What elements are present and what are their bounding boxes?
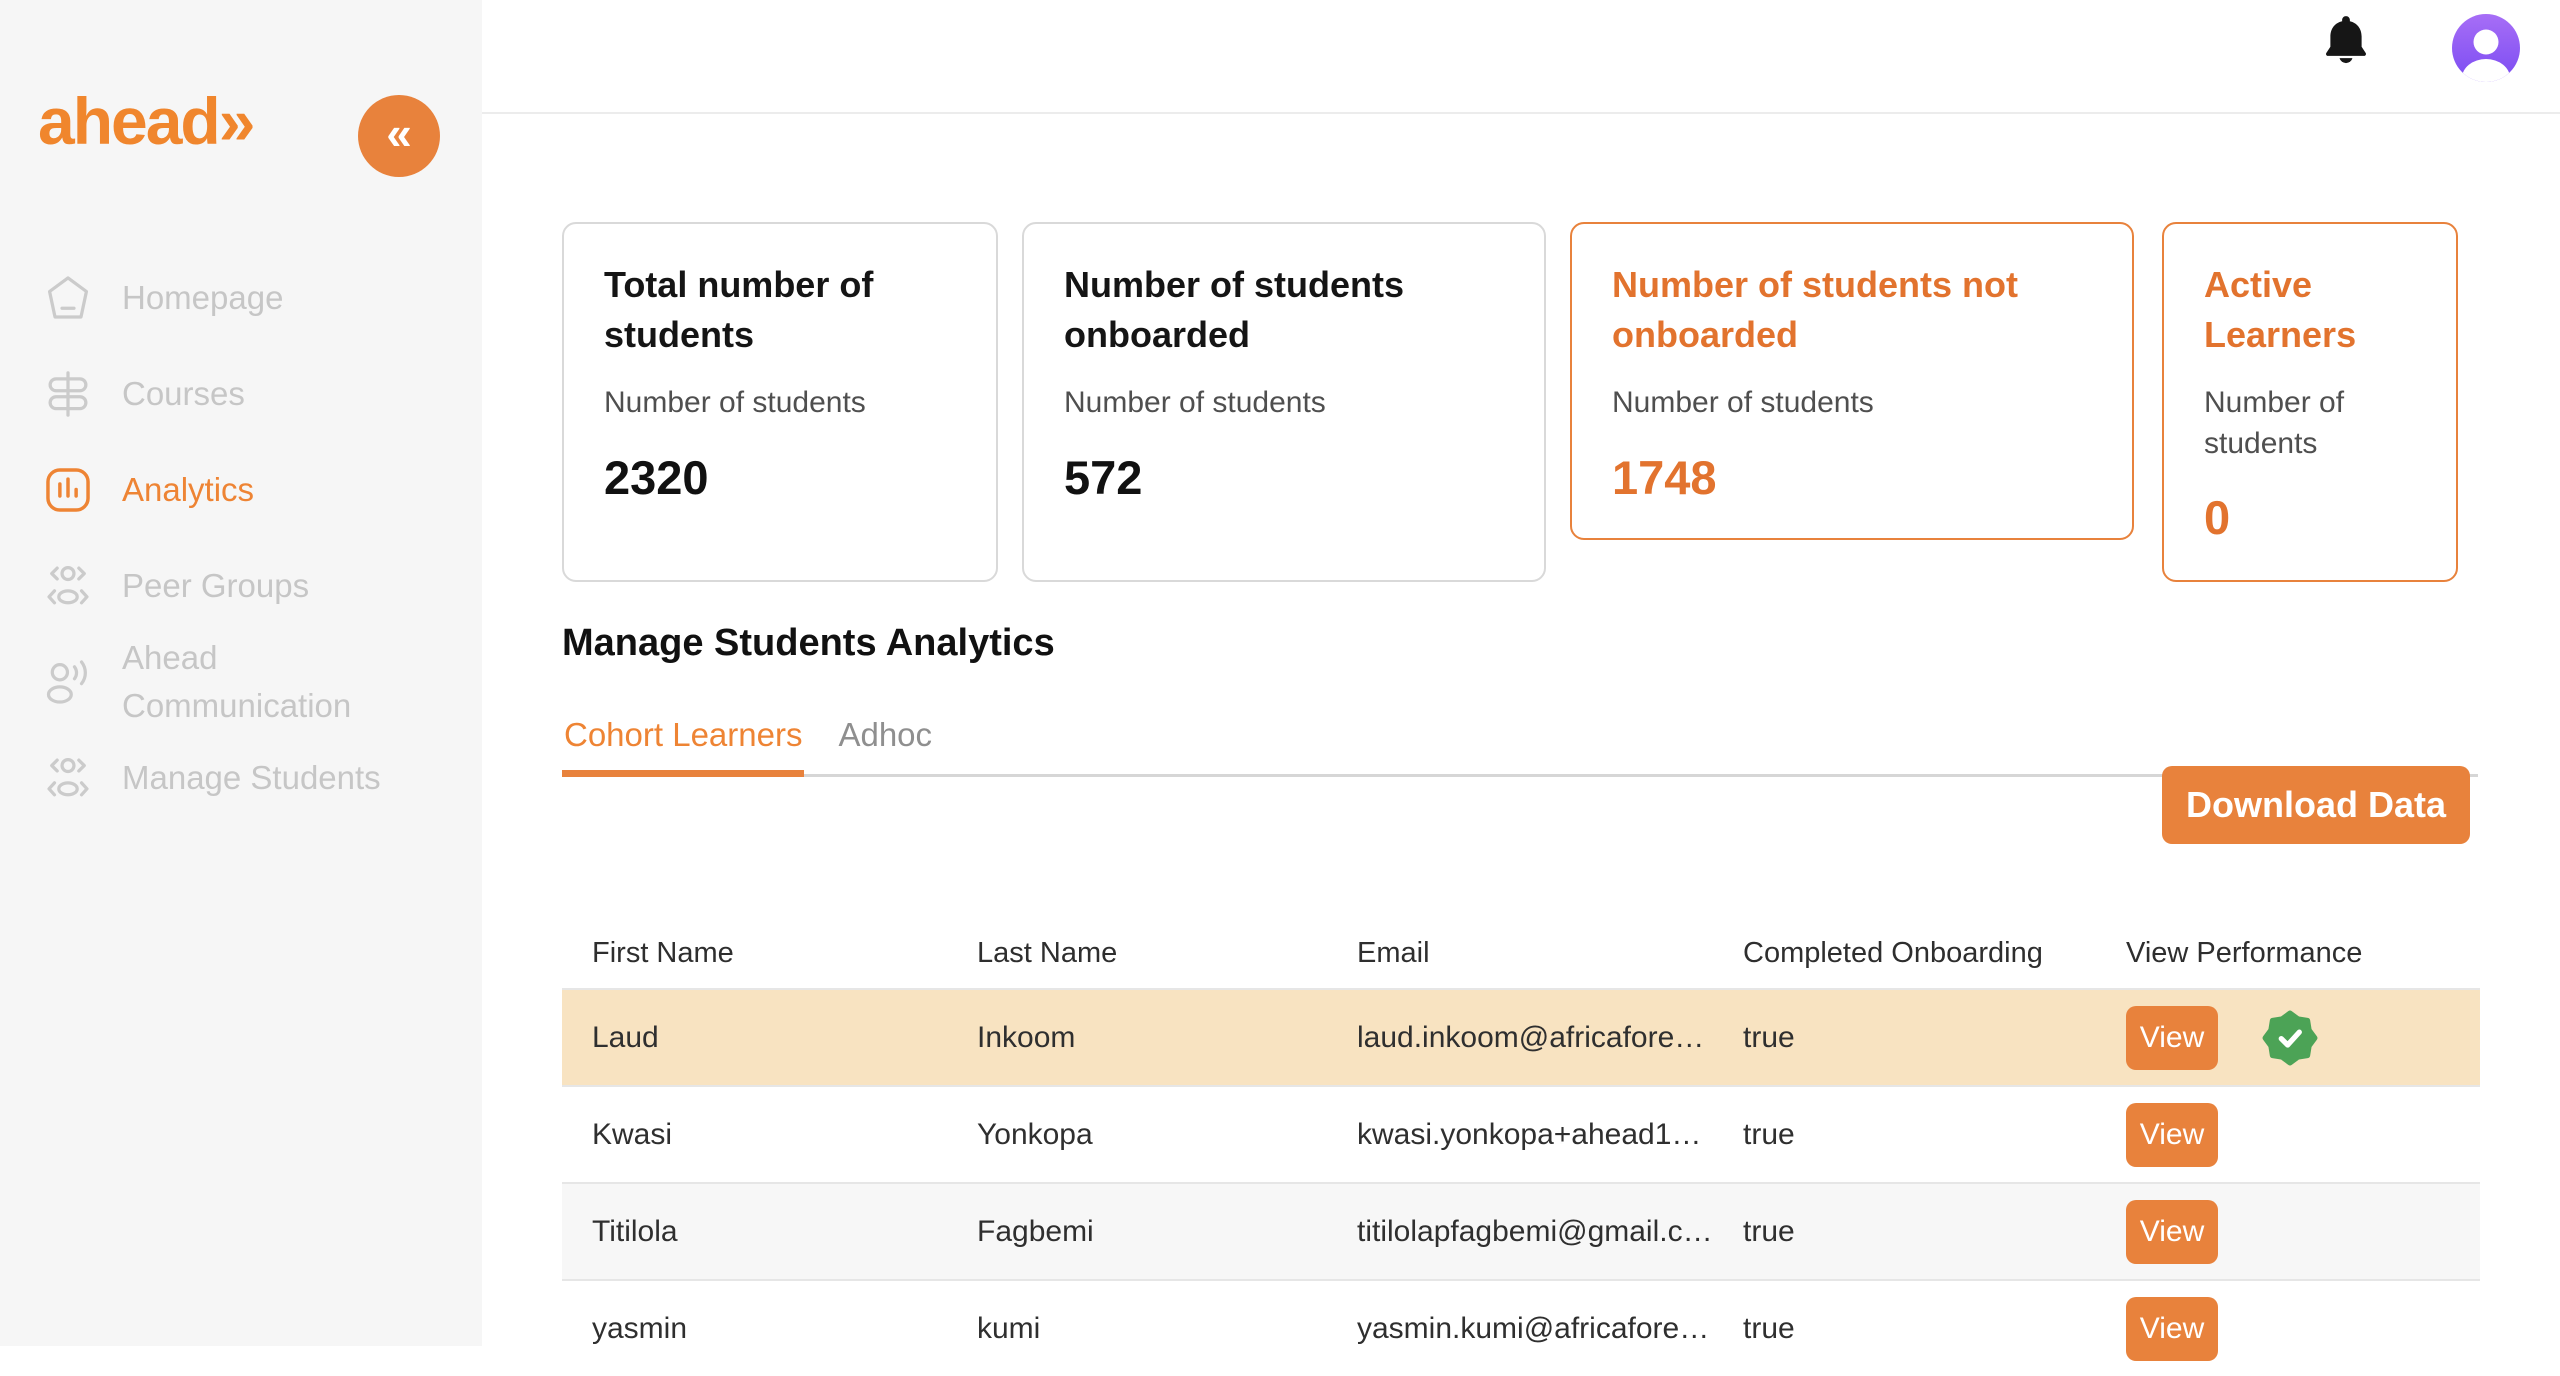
column-header: View Performance [2126, 936, 2363, 969]
sidebar-item-label: Manage Students [122, 759, 381, 797]
first-name-cell: Laud [592, 1020, 659, 1054]
table-body [562, 988, 2480, 1376]
communication-icon [42, 656, 94, 708]
stat-card [1022, 222, 1546, 582]
stat-card [562, 222, 998, 582]
view-performance-cell [2096, 1103, 2480, 1167]
last-name-cell: kumi [977, 1311, 1041, 1345]
stat-card-value: 2320 [604, 450, 709, 504]
sidebar-item-homepage[interactable] [0, 250, 482, 346]
stat-card [2162, 222, 2458, 582]
email-cell: yasmin.kumi@africafore… [1357, 1311, 1710, 1345]
email-cell: titilolapfagbemi@gmail.c… [1357, 1214, 1713, 1248]
topbar [482, 0, 2560, 114]
view-button[interactable]: View [2126, 1200, 2218, 1264]
sidebar-item-label: Analytics [122, 471, 255, 509]
email-cell: laud.inkoom@africafore… [1357, 1020, 1705, 1054]
column-header: Email [1357, 936, 1430, 969]
column-header: First Name [592, 936, 734, 969]
sidebar-nav [0, 250, 482, 826]
stat-card [1570, 222, 2134, 540]
home-icon [42, 272, 94, 324]
analytics-icon [42, 464, 94, 516]
tab-adhoc[interactable]: Adhoc [836, 710, 934, 774]
students-icon [42, 752, 94, 804]
column-header: Last Name [977, 936, 1118, 969]
avatar-icon [2452, 14, 2520, 82]
view-button[interactable]: View [2126, 1297, 2218, 1361]
completed-onboarding-cell: true [1743, 1020, 1795, 1054]
completed-onboarding-cell: true [1743, 1311, 1795, 1345]
sidebar-item-label: Peer Groups [122, 567, 310, 605]
stat-card-subtitle: Number of students [604, 386, 866, 420]
peer-groups-icon [42, 560, 94, 612]
stat-card-title: Number of students onboarded [1064, 264, 1405, 355]
sidebar-item-ahead-communication[interactable] [0, 634, 482, 730]
sidebar-item-label: Ahead Communication [122, 639, 352, 724]
view-button[interactable]: View [2126, 1103, 2218, 1167]
stat-cards [562, 222, 2458, 582]
sidebar-item-peer-groups[interactable] [0, 538, 482, 634]
view-performance-cell [2096, 1297, 2480, 1361]
first-name-cell: Kwasi [592, 1117, 673, 1151]
sidebar-item-manage-students[interactable] [0, 730, 482, 826]
last-name-cell: Fagbemi [977, 1214, 1094, 1248]
collapse-chevrons-icon: « [386, 107, 412, 159]
brand-logo: ahead» [38, 84, 254, 158]
table-header-row [562, 918, 2480, 988]
sidebar [0, 0, 482, 1346]
stat-card-subtitle: Number of students [2204, 386, 2345, 460]
table-row [562, 1085, 2480, 1182]
column-header: Completed Onboarding [1743, 936, 2043, 969]
user-avatar[interactable] [2452, 14, 2520, 82]
first-name-cell: Titilola [592, 1214, 678, 1248]
sidebar-item-analytics[interactable] [0, 442, 482, 538]
stat-card-value: 572 [1064, 450, 1143, 504]
stat-card-title: Number of students not onboarded [1612, 264, 2018, 355]
view-performance-cell [2096, 1006, 2480, 1070]
table-row [562, 988, 2480, 1085]
last-name-cell: Yonkopa [977, 1117, 1093, 1151]
courses-icon [42, 368, 94, 420]
email-cell: kwasi.yonkopa+ahead1… [1357, 1117, 1702, 1151]
table-row [562, 1279, 2480, 1376]
table-row [562, 1182, 2480, 1279]
sidebar-item-label: Courses [122, 375, 245, 413]
completed-onboarding-cell: true [1743, 1214, 1795, 1248]
stat-card-value: 0 [2204, 491, 2231, 545]
stat-card-title: Active Learners [2204, 264, 2357, 355]
view-performance-cell [2096, 1200, 2480, 1264]
first-name-cell: yasmin [592, 1311, 688, 1345]
view-button[interactable]: View [2126, 1006, 2218, 1070]
tab-cohort-learners[interactable]: Cohort Learners [562, 710, 804, 774]
stat-card-subtitle: Number of students [1064, 386, 1326, 420]
last-name-cell: Inkoom [977, 1020, 1076, 1054]
notifications-button[interactable] [2318, 12, 2374, 74]
stat-card-subtitle: Number of students [1612, 386, 1874, 420]
sidebar-collapse-button[interactable] [358, 95, 440, 177]
students-table [562, 918, 2480, 1376]
verified-badge-icon [2262, 1010, 2318, 1066]
stat-card-value: 1748 [1612, 450, 1717, 504]
sidebar-item-courses[interactable] [0, 346, 482, 442]
section-title: Manage Students Analytics [562, 622, 1055, 664]
completed-onboarding-cell: true [1743, 1117, 1795, 1151]
download-data-button[interactable]: Download Data [2162, 766, 2470, 844]
stat-card-title: Total number of students [604, 264, 874, 355]
sidebar-item-label: Homepage [122, 279, 284, 317]
bell-icon [2318, 12, 2374, 74]
